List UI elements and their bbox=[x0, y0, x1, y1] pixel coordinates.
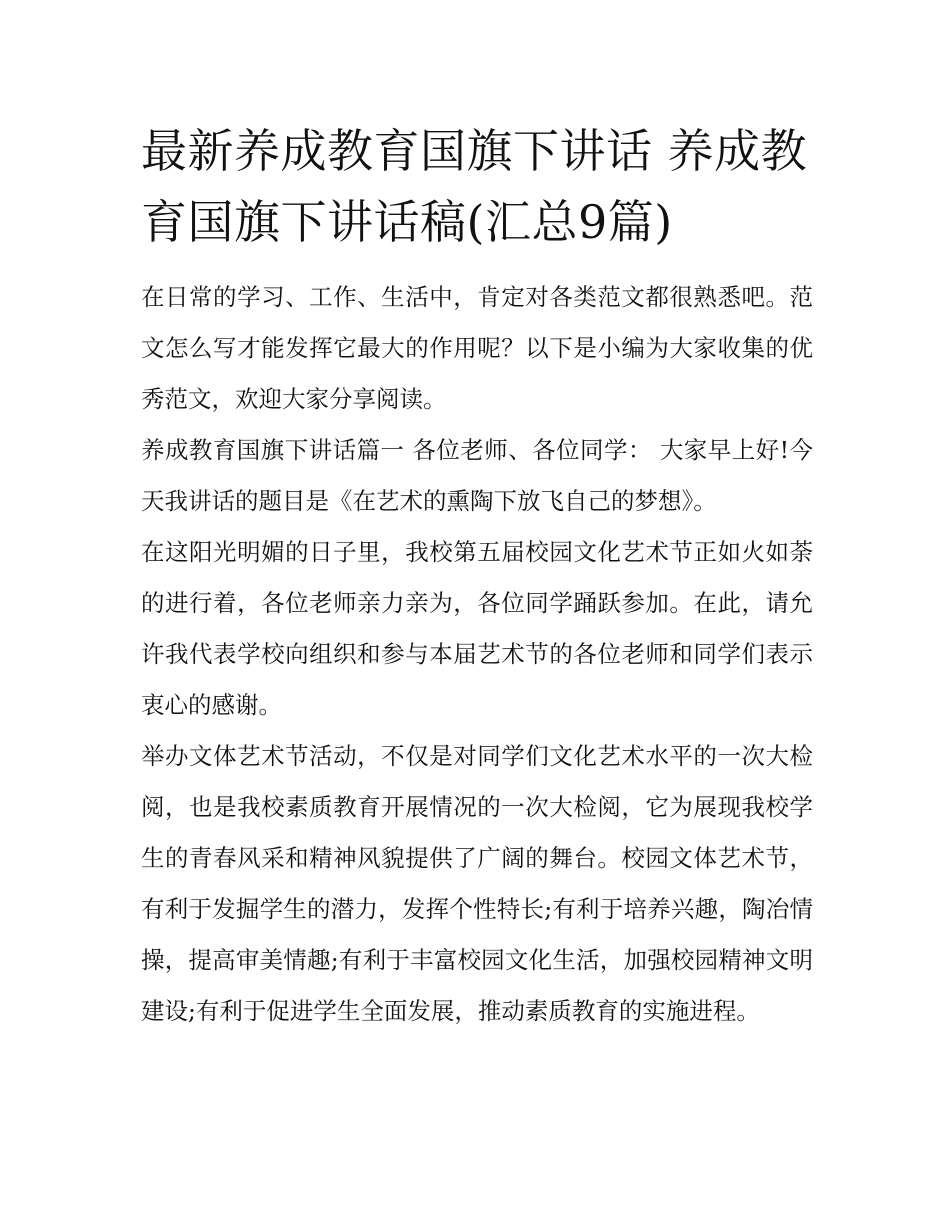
document-content bbox=[141, 116, 813, 1037]
paragraph-greeting: 养成教育国旗下讲话篇一 各位老师、各位同学： 大家早上好!今天我讲话的题目是《在艺术的熏陶下放飞自己的梦想》。 bbox=[141, 436, 813, 515]
document-title: 最新养成教育国旗下讲话 养成教育国旗下讲话稿(汇总9篇) bbox=[141, 124, 808, 249]
paragraph-intro: 在日常的学习、工作、生活中，肯定对各类范文都很熟悉吧。范文怎么写才能发挥它最大的作用呢？以下是小编为大家收集的优秀范文，欢迎大家分享阅读。 bbox=[141, 283, 813, 413]
document-body bbox=[141, 272, 813, 1037]
paragraph-purpose: 举办文体艺术节活动，不仅是对同学们文化艺术水平的一次大检阅，也是我校素质教育开展情况的一次大检阅，它为展现我校学生的青春风采和精神风貌提供了广阔的舞台。校园文体艺术节，有利于发掘学生的潜力，发挥个性特长;有利于培养兴趣，陶冶情操，提高审美情趣;有利于丰富校园文化生活，加强校园精神文明建设;有利于促进学生全面发展，推动素质教育的实施进程。 bbox=[141, 742, 813, 1025]
paragraph-art-festival: 在这阳光明媚的日子里，我校第五届校园文化艺术节正如火如荼的进行着，各位老师亲力亲为，各位同学踊跃参加。在此，请允许我代表学校向组织和参与本届艺术节的各位老师和同学们表示衷心的感谢。 bbox=[141, 538, 813, 719]
